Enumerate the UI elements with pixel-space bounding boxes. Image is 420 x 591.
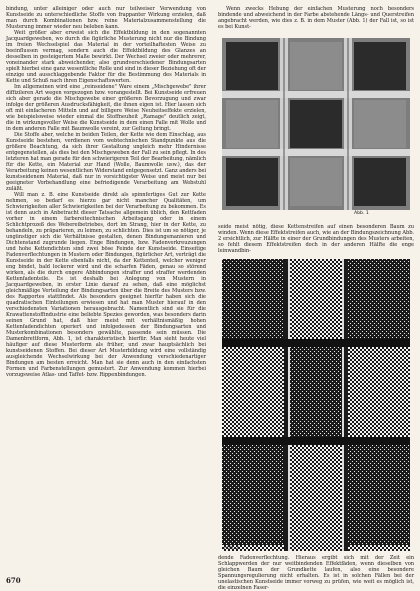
paragraph: Wenn zwecks Hebung der einfachen Musterung noch besonders bindende und abweichend in der Farbe abstehende Längs- und Querstreifen angebracht werden, wie dies z. B. in dem Muster (Abb. 1) der Fall ist, so ist es bei Kunst- bbox=[218, 6, 414, 30]
paragraph: dende Fadenverflechtung. Hieraus ergibt sich mit der Zeit ein Schlappwerden der nur weitbindenden Effektfäden, wenn dieselben von gleichen Baum der Grundkette laufen, also eine besondere Spannungsregulierung nicht erhalten. Es ist in solchen Fällen bei der unelastischen Kunstseide immer vorweg zu prüfen, wie weit es möglich ist, die einzelnen Faser- bbox=[218, 555, 414, 591]
paragraph: Im allgemeinen wird eine „reinseidene" Ware einem „Mischgewebe" ihrer diffizileren Art wegen vorgezogen bzw. vorangestellt. Bei Kunstseide erfreuen sich aber gerade die Mischgewebe einer größeren Bevorzugung und zwar infolge der größeren Ausdrucksfähigkeit, die ihnen eigen ist. Hier lassen sich oft mit einfacheren Mitteln und auf billigere Weise Neuheitseffekte erzielen, wie beispielsweise wieder einmal die Stoffneuheit „Ramage" deutlich zeigt, die in wirkungsvoller Weise die Kunstseide in dem einen Falle mit Wolle und in dem anderen Falle mit Baumwolle vereint, zur Geltung bringt. bbox=[6, 84, 206, 132]
figure-1-damask-checkerboard bbox=[222, 38, 410, 210]
paragraph: bindung, unter alleiniger oder auch nur teilweiser Verwendung von Kunstseide zu unterschiedliche Stoffe von frappanter Wirkung erzielen, daß man durch Kombinationen bzw. reine Materialzusammenstellung die Musterung immer wieder neu beleben kann. bbox=[6, 6, 206, 30]
paragraph: Weit größer aber erweist sich die Effektbildung in den sogenannten Jacquardgeweben, wo durch die figürliche Musterung nicht nur die Bindung im freien Wechselspiel das Material in der vorteilhaftesten Weise zu beeinflussen vermag, sondern auch die Effektbildung des Glanzes an desselben in gesteigertem Maße bewirkt. Der Wechsel zweier oder mehrerer, voneinander stark abweichender, also grundverschiedener Bindungsarten spielt hierbei eine ganz wesentliche Rolle und sind in dieser Beziehung oft der einzige und ausschlaggebende Faktor für die Bestimmung des Materials in Kette und Schuß nach ihren Eigenschaftswerten. bbox=[6, 30, 206, 84]
paragraph: Will man z. B. eine Kunstseide direkt als spinnfertiges Gut zur Kette nehmen, so bedarf es hierzu gar nicht mancher Qualitäten, um Schwierigkeiten aller Schwierigkeiten bei der Verarbeitung zu bekommen. Es ist denn auch in Anbetracht dieser Tatsache allgemein üblich, den Kettfaden vorher in einem farbereitechnischen Arbeitsgang oder in einem Schlichtprozeß des Webereibetriebes, dort im Strang, hier in der Kette, zu behandeln, zu präparieren, zu leimen, zu schlichten. Dies ist um so nötiger, je ungünstiger sich die Verhältnisse gestalten, denen Bindungsmanieren und Dichtenstand zugrunde liegen. Enge Bindungen, bzw. Fadenverkreuzungen und hohe Kettendichten sind zwei böse Feinde der Kunstseide. Einseitige Fadenverflechtungen in Mustern oder Bindungen, figürlicher Art, verträgt die Kunstseide in der Kette ebenfalls nicht, da der Kettenteil, welcher weniger eng bindet, bald lockerer wird und die scharfen Fäden, genau so störend wirken, als die durch engere Abbindungen straffer und straffer werdenden Kettenfadenteile. Es ist deshalb bei Anlegung von Mustern in Jacquardgeweben, in erster Linie darauf zu sehen, daß eine möglichst gleichmäßige Verteilung der Bindungsarten über die Breite des Musters bzw. des Rapportes stattfindet. Als besonders geeignet hierfür haben sich die quadratischen Einteilungen erwiesen und hat man Muster hierauf in den verschiedensten Variationen herausgebracht. Namentlich sind sie für die Krawattenstoffindustrie eine beliebte Spezies geworden, was besonders darin seinen Grund hat, daß hier meist mit verhältnismäßig hohen Kettenfadendichten operiert und infolgedessen der Bindungsarten und Musterkombinationen besonders gewählte, passende sein müssen. Die Damenbrettform, Abb. 1, ist charakteristisch hierfür. Man sieht heute viel häufiger auf diese Musterform als früher, und zwar hauptsächlich bei kunstseidenen Stoffen. Bei dieser Art Musterbildung wird eine vollständig ausgleichende Wechselwirkung bei der Anwendung verschiedenartiger Bindungen am besten erreicht. Man hat sie denn auch in den einfachsten Formen und Farbenstellungen gemustert. Zur Anwendung kommen hierbei vorzugsweise Atlas- und Taffet- bzw. Rippenbindungen. bbox=[6, 192, 206, 378]
page-number: 670 bbox=[6, 576, 21, 585]
paragraph: Die Stoffe aber, welche in beiden Teilen, der Kette wie dem Einschlag, aus Kunstseide bestehen, verdienen vom webtechnischen Standpunkte aus die größere Beachtung, da sich ihrer Gestaltung ungleich mehr Hindernisse entgegenstellen, als dies bei den Mischgeweben der Fall zu sein pflegt. In des letzteren hat man gerade für den schwierigeren Teil der Bearbeitung, nämlich für die Kette, ein Material zur Hand (Wolle, Baumwolle usw.), das der Verarbeitung keinen wesentlichen Widerstand entgegensetzt. Ganz anders bei kunstseidenem Material, daß nur in vorsichtigster Weise und meist nur bei geeigneter Vorbehandlung eine befriedigende Verarbeitung am Webstuhl zuläßt. bbox=[6, 132, 206, 192]
figure-2-weave-draft bbox=[222, 259, 410, 551]
right-text-top bbox=[218, 6, 414, 30]
paragraph: seide meist nötig, diese Kettenstreifen auf einen besonderen Baum zu winden. Wenn diese Effektstreifen auch, wie an der Bindungszeichnung Abb. 2 ersichtlich, zur Hälfte in einer der Grundbindungen des Musters arbeiten, so fehlt diesem Effektstreifen doch in der anderen Hälfte die enge leinwandbin- bbox=[218, 224, 414, 254]
right-text-middle bbox=[218, 224, 414, 254]
figure-2-caption: Abb. 2 bbox=[224, 546, 239, 551]
left-text-column bbox=[6, 6, 206, 378]
figure-1-caption: Abb. 1 bbox=[354, 211, 369, 216]
